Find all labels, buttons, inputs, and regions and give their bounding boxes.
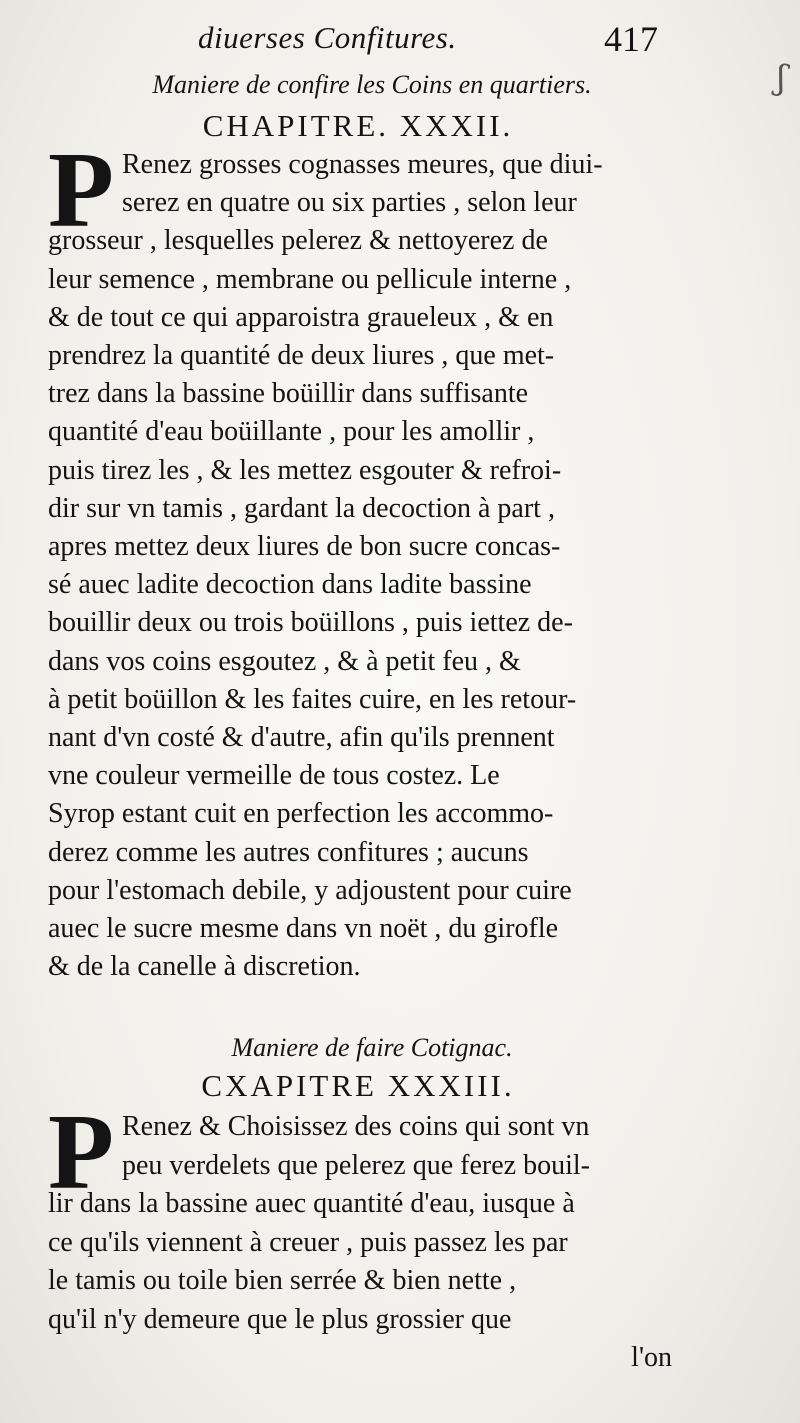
text-line: & de la canelle à discretion. (48, 951, 361, 983)
margin-mark: ʃ (774, 57, 789, 99)
text-line: le tamis ou toile bien serrée & bien nette , (48, 1265, 517, 1296)
text-line: lir dans la bassine auec quantité d'eau, iusque à (48, 1188, 575, 1219)
text-line: vne couleur vermeille de tous costez. Le (48, 760, 500, 792)
text-line: leur semence , membrane ou pellicule interne , (48, 263, 572, 295)
text-line: nant d'vn costé & d'autre, afin qu'ils prennent (48, 722, 555, 753)
text-line: ce qu'ils viennent à creuer , puis passez les par (48, 1226, 568, 1258)
chapter-33-dropcap: P (48, 1093, 114, 1212)
chapter-33-heading: CXAPITRE XXXIII. (201, 1068, 515, 1103)
text-line: & de tout ce qui apparoistra graueleux , & en (48, 301, 554, 333)
text-line: dir sur vn tamis , gardant la decoction à part , (48, 492, 555, 524)
text-line: Syrop estant cuit en perfection les accommo- (48, 798, 554, 830)
text-line: puis tirez les , & les mettez esgouter & refroi- (48, 454, 562, 486)
text-line: Renez grosses cognasses meures, que diui- (122, 149, 603, 180)
text-line: peu verdelets que pelerez que ferez bouil- (122, 1149, 590, 1181)
page-number: 417 (604, 19, 658, 59)
text-line: l'on (631, 1342, 672, 1373)
text-line: derez comme les autres confitures ; aucuns (48, 836, 529, 868)
text-line: bouillir deux ou trois boüillons , puis iettez de- (48, 607, 573, 639)
text-line: serez en quatre ou six parties , selon leur (122, 187, 577, 219)
text-line: qu'il n'y demeure que le plus grossier que (48, 1303, 512, 1335)
text-line: Renez & Choisissez des coins qui sont vn (122, 1111, 590, 1142)
text-line: à petit boüillon & les faites cuire, en les retour- (48, 683, 577, 715)
text-line: dans vos coins esgoutez , & à petit feu , & (48, 645, 521, 677)
text-line: grosseur , lesquelles pelerez & nettoyerez de (48, 225, 548, 257)
text-line: prendrez la quantité de deux liures , que met- (48, 340, 555, 371)
text-line: trez dans la bassine boüillir dans suffisante (48, 378, 529, 410)
chapter-32-heading: CHAPITRE. XXXII. (202, 108, 514, 143)
text-line: quantité d'eau boüillante , pour les amollir , (48, 416, 535, 448)
page-header (0, 18, 800, 62)
running-title: diuerses Confitures. (198, 20, 457, 55)
text-line: pour l'estomach debile, y adjoustent pour cuire (48, 874, 572, 906)
text-line: apres mettez deux liures de bon sucre concas- (48, 531, 561, 562)
text-line: auec le sucre mesme dans vn noët , du girofle (48, 913, 559, 944)
chapter-32-dropcap: P (48, 131, 114, 250)
chapter-33-section-title: Maniere de faire Cotignac. (231, 1033, 513, 1062)
text-line: sé auec ladite decoction dans ladite bassine (48, 569, 532, 601)
chapter-32-section-title: Maniere de confire les Coins en quartiers. (152, 70, 592, 99)
